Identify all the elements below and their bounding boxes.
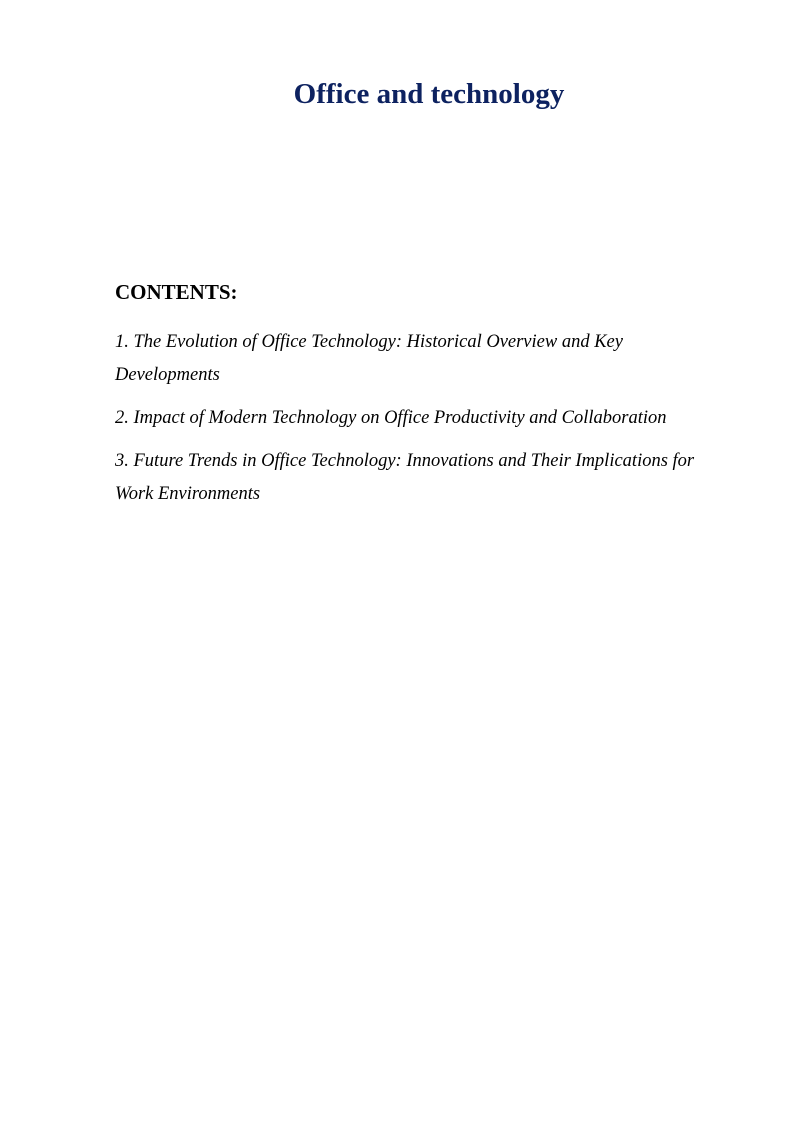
toc-item: 1. The Evolution of Office Technology: Historical Overview and Key Developments <box>115 332 623 385</box>
toc-item: 3. Future Trends in Office Technology: Innovations and Their Implications for Work Environments <box>115 451 695 504</box>
toc-list <box>115 326 715 511</box>
table-of-contents <box>115 278 715 521</box>
toc-item: 2. Impact of Modern Technology on Office Productivity and Collaboration <box>115 408 667 428</box>
contents-heading: CONTENTS: <box>115 280 238 304</box>
document-title: Office and technology <box>293 78 565 110</box>
